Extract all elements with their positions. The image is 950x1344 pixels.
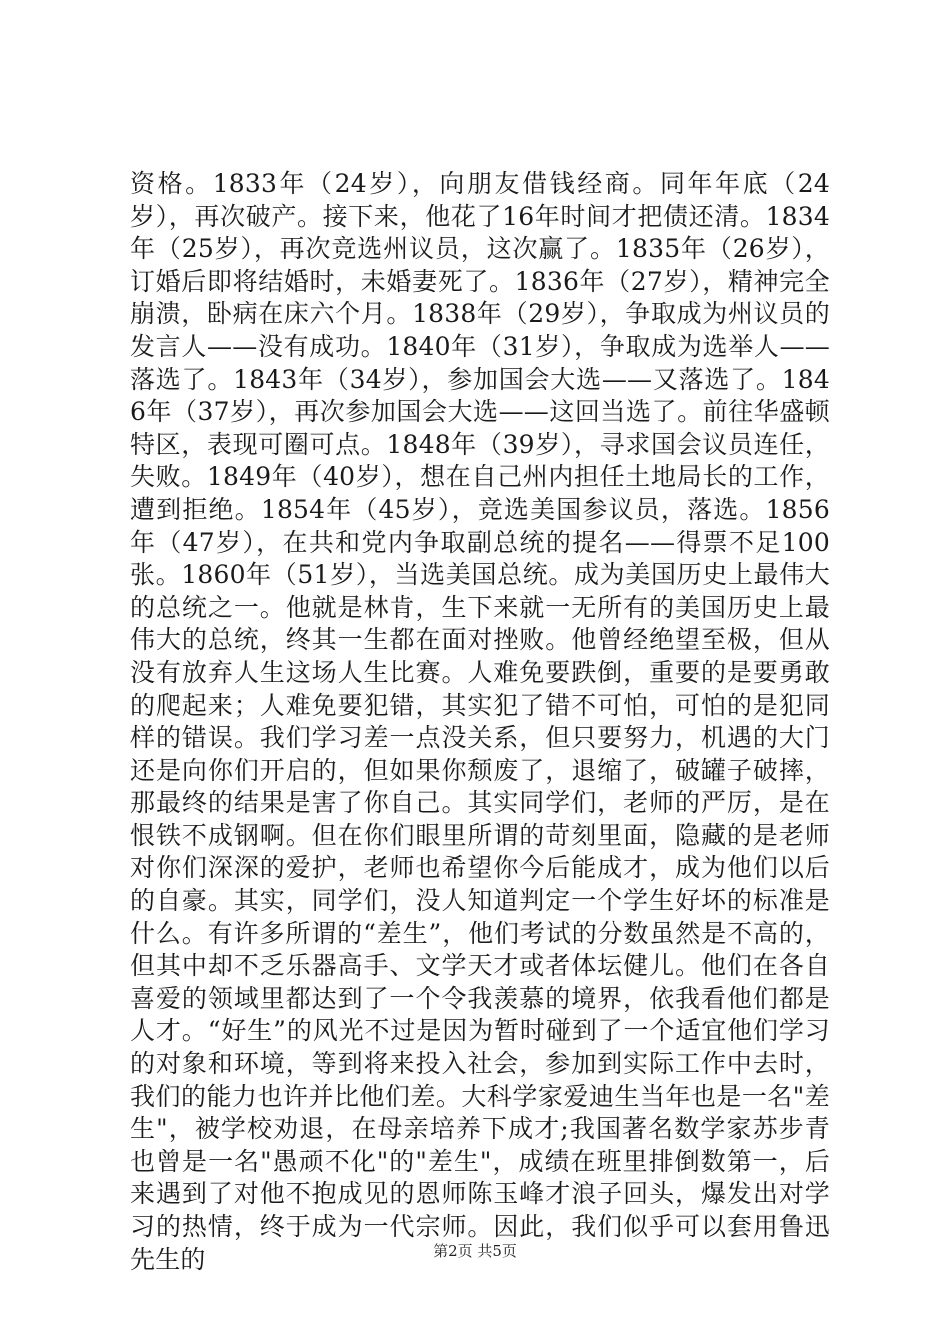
page-footer: 第2页 共5页 xyxy=(433,1242,517,1260)
body-paragraph: 资格。1833年（24岁），向朋友借钱经商。同年年底（24岁），再次破产。接下来，他花了16年时间才把债还清。1834年（25岁），再次竞选州议员，这次赢了。1835年（26岁），订婚后即将结婚时，未婚妻死了。1836年（27岁），精神完全崩溃，卧病在床六个月。1838年（29岁），争取成为州议员的发言人——没有成功。1840年（31岁），争取成为选举人——落选了。1843年（34岁），参加国会大选——又落选了。1846年（37岁），再次参加国会大选——这回当选了。前往华盛顿特区，表现可圈可点。1848年（39岁），寻求国会议员连任，失败。1849年（40岁），想在自己州内担任土地局长的工作，遭到拒绝。1854年（45岁），竞选美国参议员，落选。1856年（47岁），在共和党内争取副总统的提名——得票不足100张。1860年（51岁），当选美国总统。成为美国历史上最伟大的总统之一。他就是林肯，生下来就一无所有的美国历史上最伟大的总统，终其一生都在面对挫败。他曾经绝望至极，但从没有放弃人生这场人生比赛。人难免要跌倒，重要的是要勇敢的爬起来；人难免要犯错，其实犯了错不可怕，可怕的是犯同样的错误。我们学习差一点没关系，但只要努力，机遇的大门还是向你们开启的，但如果你颓废了，退缩了，破罐子破摔，那最终的结果是害了你自己。其实同学们，老师的严厉，是在恨铁不成钢啊。但在你们眼里所谓的苛刻里面，隐藏的是老师对你们深深的爱护，老师也希望你今后能成才，成为他们以后的自豪。其实，同学们，没人知道判定一个学生好坏的标准是什么。有许多所谓的“差生”，他们考试的分数虽然是不高的，但其中却不乏乐器高手、文学天才或者体坛健儿。他们在各自喜爱的领域里都达到了一个令我羡慕的境界，依我看他们都是人才。“好生”的风光不过是因为暂时碰到了一个适宜他们学习的对象和环境，等到将来投入社会，参加到实际工作中去时，我们的能力也许并比他们差。大科学家爱迪生当年也是一名"差生"，被学校劝退，在母亲培养下成才;我国著名数学家苏步青也曾是一名"愚顽不化"的"差生"，成绩在班里排倒数第一，后来遇到了对他不抱成见的恩师陈玉峰才浪子回头，爆发出对学习的热情，终于成为一代宗师。因此，我们似乎可以套用鲁迅先生的 xyxy=(130,169,830,1274)
